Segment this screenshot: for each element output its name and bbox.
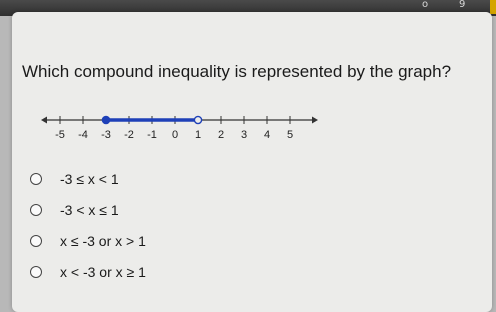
right-endpoint-dot: [194, 116, 201, 123]
answer-option[interactable]: [30, 163, 146, 194]
corner-tab: [490, 0, 496, 14]
tick-label: -2: [124, 129, 134, 141]
answer-options: [30, 163, 146, 287]
tick-label: 3: [240, 129, 248, 141]
answer-option-label: -3 < x ≤ 1: [60, 201, 119, 218]
tick-label: 5: [286, 129, 294, 141]
header-mark: o: [422, 0, 429, 10]
answer-option[interactable]: [30, 194, 146, 225]
tick-label: 4: [263, 129, 271, 141]
radio-button[interactable]: [30, 235, 42, 247]
axis-arrow-left: [41, 117, 47, 124]
answer-option-label: x < -3 or x ≥ 1: [60, 263, 146, 280]
header-mark: 9: [459, 0, 466, 10]
tick-label: -4: [78, 129, 88, 141]
tick-label: 0: [171, 129, 179, 141]
tick-label: -1: [147, 129, 157, 141]
answer-option[interactable]: [30, 225, 146, 256]
radio-button[interactable]: [30, 204, 42, 216]
tick-label: 1: [194, 129, 202, 141]
tick-label: -3: [101, 129, 111, 141]
radio-button[interactable]: [30, 266, 42, 278]
question-text: Which compound inequality is represented by the graph?: [22, 62, 452, 81]
tick-label: -5: [55, 129, 65, 141]
radio-button[interactable]: [30, 173, 42, 185]
number-line-graph: [22, 104, 322, 150]
answer-option[interactable]: [30, 256, 146, 287]
answer-option-label: x ≤ -3 or x > 1: [60, 232, 146, 249]
tick-label: 2: [217, 129, 225, 141]
left-endpoint-dot: [102, 116, 109, 123]
answer-option-label: -3 ≤ x < 1: [60, 170, 119, 187]
axis-arrow-right: [312, 117, 318, 124]
